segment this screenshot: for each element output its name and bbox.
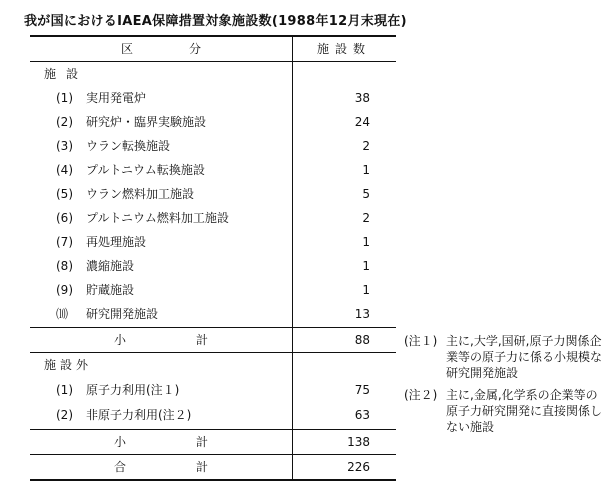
row-count: 2	[362, 139, 370, 153]
table-row	[30, 378, 396, 402]
row-label: 濃縮施設	[86, 259, 135, 273]
row-index: (5)	[56, 187, 73, 201]
table-row	[30, 182, 396, 206]
section-row	[30, 353, 396, 377]
footnote-text: 主に,大学,国研,原子力関係企業等の原子力に係る小規模な研究開発施設	[446, 334, 603, 380]
row-count: 13	[354, 307, 370, 321]
footnotes	[404, 333, 604, 437]
total-label: 合計	[113, 460, 278, 474]
row-count: 75	[354, 383, 370, 397]
subtotal-row	[30, 430, 396, 454]
row-label: 再処理施設	[86, 235, 147, 249]
section-row	[30, 62, 396, 86]
table-row	[30, 278, 396, 302]
row-index: (8)	[56, 259, 73, 273]
section-label: 施設	[44, 67, 89, 81]
table-row	[30, 86, 396, 110]
row-count: 5	[362, 187, 370, 201]
row-index: (1)	[56, 91, 73, 105]
row-index: (9)	[56, 283, 73, 297]
footnote-text: 主に,金属,化学系の企業等の原子力研究開発に直接関係しない施設	[446, 388, 603, 434]
header-category: 区分	[120, 42, 257, 56]
row-label: プルトニウム転換施設	[86, 163, 205, 177]
subtotal-label: 小計	[113, 333, 278, 347]
total-count: 226	[347, 460, 370, 474]
row-label: プルトニウム燃料加工施設	[86, 211, 229, 225]
table-row	[30, 134, 396, 158]
row-count: 38	[354, 91, 370, 105]
footnote-tag: (注１)	[404, 334, 438, 348]
row-count: 63	[354, 408, 370, 422]
footnote-tag: (注２)	[404, 388, 438, 402]
subtotal-count: 138	[347, 435, 370, 449]
table-row	[30, 206, 396, 230]
table-header-row	[30, 37, 396, 61]
header-count: 施設数	[316, 42, 371, 56]
row-count: 24	[354, 115, 370, 129]
row-count: 1	[362, 259, 370, 273]
facilities-table	[30, 35, 396, 481]
table-row	[30, 254, 396, 278]
row-label: 実用発電炉	[86, 91, 147, 105]
table-title: 我が国におけるIAEA保障措置対象施設数(1988年12月末現在)	[24, 14, 407, 29]
table-row	[30, 230, 396, 254]
subtotal-row	[30, 328, 396, 352]
row-label: 貯蔵施設	[86, 283, 135, 297]
row-label: ウラン燃料加工施設	[86, 187, 195, 201]
row-count: 1	[362, 235, 370, 249]
table-row	[30, 110, 396, 134]
row-count: 2	[362, 211, 370, 225]
row-index: (6)	[56, 211, 73, 225]
footnote	[404, 333, 604, 381]
footnote	[404, 387, 604, 435]
table-row	[30, 403, 396, 427]
row-index: ⑽	[56, 307, 69, 321]
subtotal-count: 88	[354, 333, 370, 347]
row-index: (1)	[56, 383, 73, 397]
table-row	[30, 158, 396, 182]
subtotal-label: 小計	[113, 435, 278, 449]
row-label: 非原子力利用(注２)	[86, 408, 192, 422]
row-index: (2)	[56, 408, 73, 422]
row-index: (7)	[56, 235, 73, 249]
section-label: 施設外	[44, 358, 93, 372]
row-label: 原子力利用(注１)	[86, 383, 180, 397]
row-count: 1	[362, 163, 370, 177]
row-index: (2)	[56, 115, 73, 129]
row-count: 1	[362, 283, 370, 297]
row-label: 研究炉・臨界実験施設	[86, 115, 207, 129]
row-index: (3)	[56, 139, 73, 153]
row-label: ウラン転換施設	[86, 139, 171, 153]
table-row	[30, 302, 396, 326]
row-index: (4)	[56, 163, 73, 177]
row-label: 研究開発施設	[86, 307, 159, 321]
total-row	[30, 455, 396, 479]
